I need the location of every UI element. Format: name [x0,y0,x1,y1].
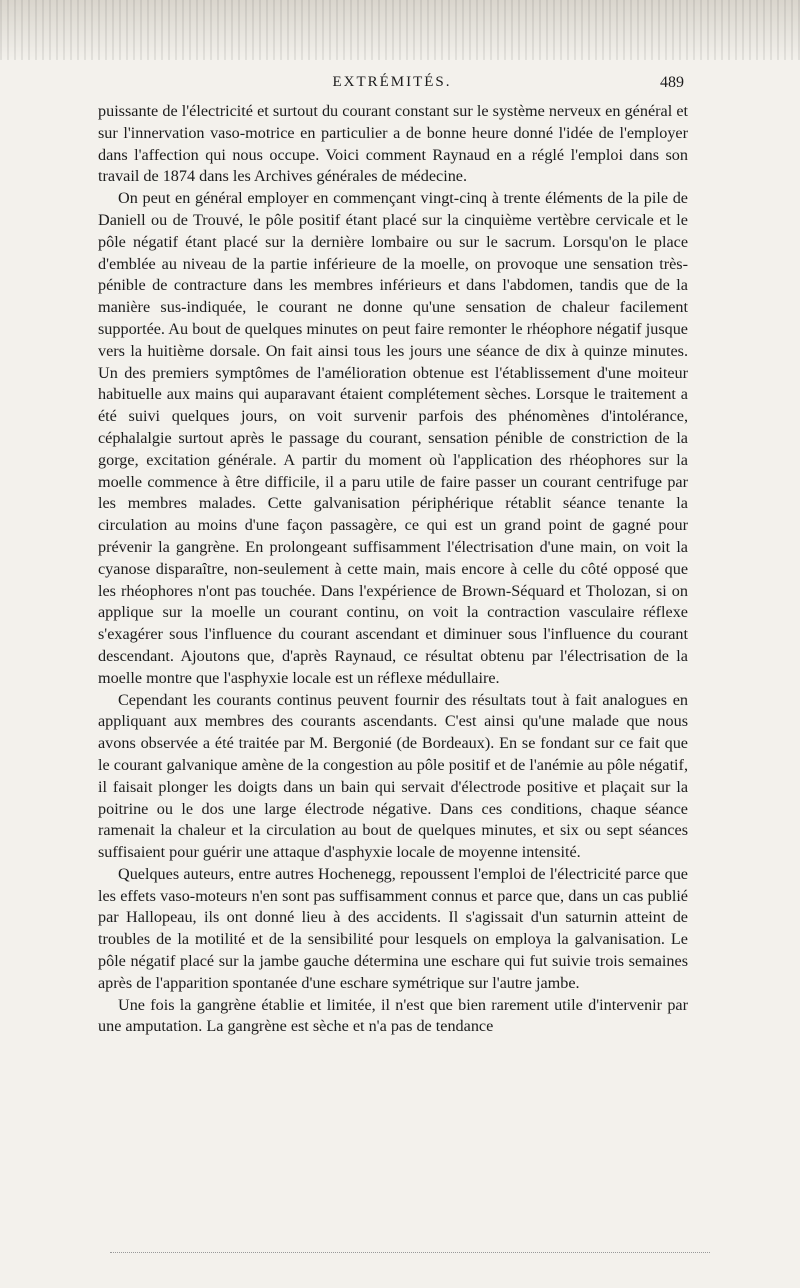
paragraph: puissante de l'électricité et surtout du courant constant sur le système nerveux en général et sur l'innervation vaso-motrice en particulier a de bonne heure donné l'idée de l'employer dans l'affection qui nous occupe. Voici comment Raynaud en a réglé l'emploi dans son travail de 1874 dans les Archives générales de médecine. [98,102,688,186]
page-header [100,72,684,98]
running-head: EXTRÉMITÉS. [332,74,452,90]
scan-border-bottom [110,1252,710,1254]
body-text [98,101,688,1038]
paragraph: Cependant les courants continus peuvent fournir des résultats tout à fait analogues en appliquant aux membres des courants ascendants. C'est ainsi qu'une malade que nous avons observée a été traitée par M. Bergonié (de Bordeaux). En se fondant sur ce fait que le courant galvanique amène de la congestion au pôle positif et de l'anémie au pôle négatif, il faisait plonger les doigts dans un bain qui servait d'électrode positive et plaçait sur la poitrine ou le dos une large électrode négative. Dans ces conditions, chaque séance ramenait la chaleur et la circulation au bout de quelques minutes, et six ou sept séances suffisaient pour guérir une attaque d'asphyxie locale de moyenne intensité. [98,690,688,862]
paragraph: On peut en général employer en commençant vingt-cinq à trente éléments de la pile de Daniell ou de Trouvé, le pôle positif étant placé sur la cinquième vertèbre cervicale et le pôle négatif étant placé sur la dernière lombaire ou sur le sacrum. Lorsqu'on le place d'emblée au niveau de la partie inférieure de la moelle, on provoque une sensation très-pénible de contracture dans les membres inférieurs et dans l'abdomen, tandis que de la manière sus-indiquée, le courant ne donne qu'une sensation de chaleur facilement supportée. Au bout de quelques minutes on peut faire remonter le rhéophore négatif jusque vers la huitième dorsale. On fait ainsi tous les jours une séance de dix à quinze minutes. Un des premiers symptômes de l'amélioration obtenue est l'établissement d'une moiteur habituelle aux mains qui auparavant étaient complétement sèches. Lorsque le traitement a été suivi quelques jours, on voit survenir parfois des phénomènes d'intolérance, céphalalgie surtout après le passage du courant, sensation pénible de constriction de la gorge, excitation générale. A partir du moment où l'application des rhéophores sur la moelle commence à être difficile, il a paru utile de faire passer un courant centrifuge par les membres malades. Cette galvanisation périphérique rétablit séance tenante la circulation au moins d'une façon passagère, ce qui est un grand point de gagné pour prévenir la gangrène. En prolongeant suffisamment l'électrisation d'une main, on voit la cyanose disparaître, non-seulement à cette main, mais encore à celle du côté opposé que les rhéophores n'ont pas touchée. Dans l'expérience de Brown-Séquard et Tholozan, si on applique sur la moelle un courant continu, on voit la contraction vasculaire réflexe s'exagérer sous l'influence du courant ascendant et diminuer sous l'influence du courant descendant. Ajoutons que, d'après Raynaud, ce résultat obtenu par l'électrisation de la moelle montre que l'asphyxie locale est un réflexe médullaire. [98,189,688,687]
paragraph: Une fois la gangrène établie et limitée, il n'est que bien rarement utile d'intervenir par une amputation. La gangrène est sèche et n'a pas de tendance [98,995,688,1036]
paragraph: Quelques auteurs, entre autres Hochenegg, repoussent l'emploi de l'électricité parce que les effets vaso-moteurs n'en sont pas suffisamment connus et parce que, dans un cas publié par Hallopeau, ils ont donné lieu à des accidents. Il s'agissait d'un saturnin atteint de troubles de la motilité et de la sensibilité pour lesquels on employa la galvanisation. Le pôle négatif placé sur la jambe gauche détermina une eschare qui fut suivie trois semaines après de l'apparition spontanée d'une eschare symétrique sur l'autre jambe. [98,864,688,992]
scan-border-top [0,0,800,60]
page-number: 489 [660,74,684,91]
